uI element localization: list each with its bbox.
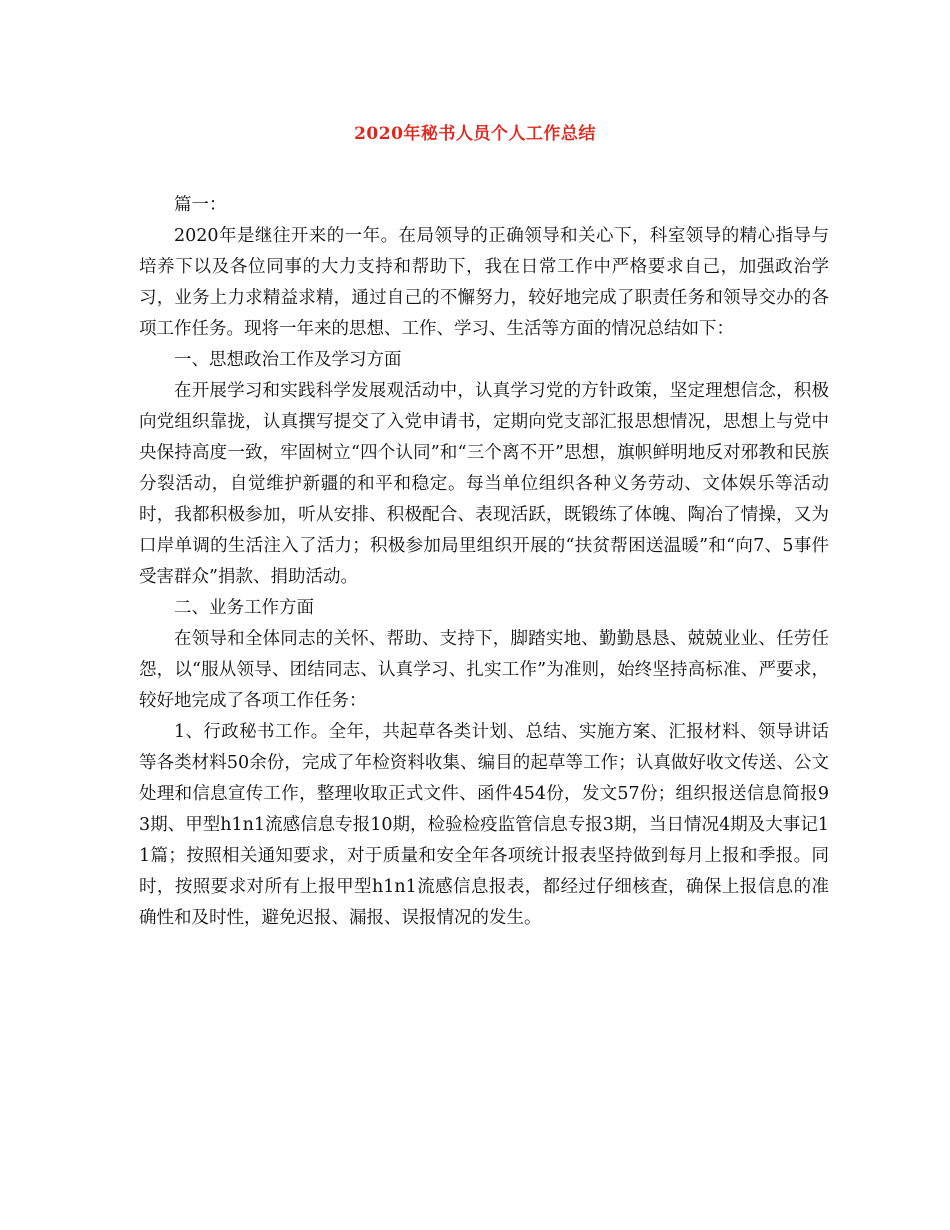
section-label-part-one: 篇一： xyxy=(174,195,227,215)
business-work-paragraph: 在领导和全体同志的关怀、帮助、支持下，脚踏实地、勤勤恳恳、兢兢业业、任劳任怨，以“服从领导、团结同志、认真学习、扎实工作”为准则，始终坚持高标准、严要求，较好地完成了各项工作任务： xyxy=(139,629,829,711)
document-body xyxy=(139,190,829,934)
secretary-work-paragraph: 1、行政秘书工作。全年，共起草各类计划、总结、实施方案、汇报材料、领导讲话等各类材料50余份，完成了年检资料收集、编目的起草等工作；认真做好收文传送、公文处理和信息宣传工作，整理收取正式文件、函件454份，发文57份；组织报送信息简报93期、甲型h1n1流感信息专报10期，检验检疫监管信息专报3期，当日情况4期及大事记11篇；按照相关通知要求，对于质量和安全年各项统计报表坚持做到每月上报和季报。同时，按照要求对所有上报甲型h1n1流感信息报表，都经过仔细核查，确保上报信息的准确性和及时性，避免迟报、漏报、误报情况的发生。 xyxy=(139,722,829,928)
intro-paragraph: 2020年是继往开来的一年。在局领导的正确领导和关心下，科室领导的精心指导与培养下以及各位同事的大力支持和帮助下，我在日常工作中严格要求自己，加强政治学习，业务上力求精益求精，通过自己的不懈努力，较好地完成了职责任务和领导交办的各项工作任务。现将一年来的思想、工作、学习、生活等方面的情况总结如下： xyxy=(139,226,829,339)
heading-political-work: 一、思想政治工作及学习方面 xyxy=(174,350,402,370)
political-work-paragraph: 在开展学习和实践科学发展观活动中，认真学习党的方针政策，坚定理想信念，积极向党组织靠拢，认真撰写提交了入党申请书，定期向党支部汇报思想情况，思想上与党中央保持高度一致，牢固树立“四个认同”和“三个离不开”思想，旗帜鲜明地反对邪教和民族分裂活动，自觉维护新疆的和平和稳定。每当单位组织各种义务劳动、文体娱乐等活动时，我都积极参加，听从安排、积极配合、表现活跃，既锻练了体魄、陶冶了情操，又为口岸单调的生活注入了活力；积极参加局里组织开展的“扶贫帮困送温暖”和“向7、5事件受害群众”捐款、捐助活动。 xyxy=(139,381,829,587)
document-title: 2020年秘书人员个人工作总结 xyxy=(354,124,596,144)
heading-business-work: 二、业务工作方面 xyxy=(174,598,314,618)
